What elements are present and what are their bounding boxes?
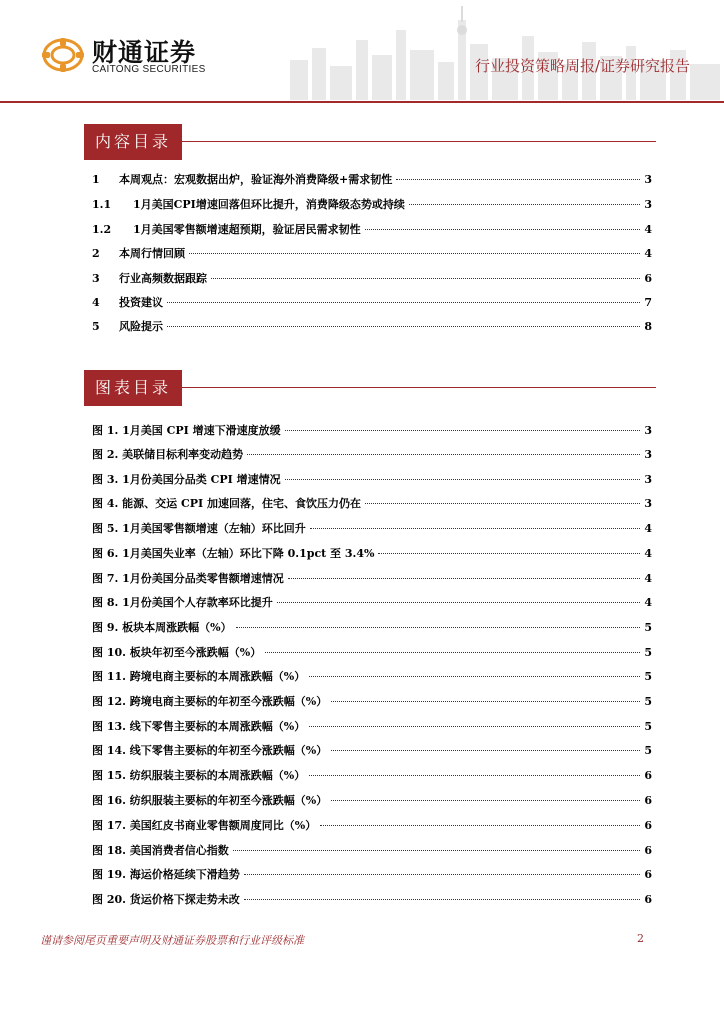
figure-entry[interactable] (92, 620, 652, 636)
figure-entry[interactable] (92, 719, 652, 735)
toc-entry-page: 4 (644, 247, 652, 260)
figure-entry[interactable] (92, 423, 652, 439)
figure-entry[interactable] (92, 595, 652, 611)
figure-entry-page: 5 (644, 744, 652, 757)
figure-entry-page: 6 (644, 893, 652, 906)
dot-leader (211, 277, 640, 279)
lof-section-header (84, 370, 656, 406)
figure-entry-page: 6 (644, 868, 652, 881)
dot-leader (331, 700, 640, 702)
dot-leader (396, 178, 640, 180)
toc-entry-text: 风险提示 (119, 320, 163, 333)
figure-entry[interactable] (92, 546, 652, 562)
figure-entry[interactable] (92, 743, 652, 759)
toc-entry-page: 6 (644, 272, 652, 285)
toc-entry-text: 投资建议 (119, 296, 163, 309)
city-skyline-graphic (280, 0, 724, 100)
dot-leader (320, 824, 640, 826)
toc-entry-number: 1 (92, 173, 100, 186)
toc-entry[interactable] (92, 172, 652, 188)
toc-entry[interactable] (92, 295, 652, 311)
figure-entry[interactable] (92, 669, 652, 685)
figure-entry-page: 4 (644, 572, 652, 585)
figure-entry-page: 4 (644, 596, 652, 609)
figure-entry-page: 6 (644, 819, 652, 832)
figure-entry[interactable] (92, 521, 652, 537)
figure-entry-text: 图 19. 海运价格延续下滑趋势 (92, 868, 240, 881)
figure-entry-page: 4 (644, 547, 652, 560)
toc-entry-text: 本周行情回顾 (119, 247, 185, 260)
dot-leader (189, 252, 640, 254)
toc-entry-number: 3 (92, 272, 100, 285)
figure-entry-page: 3 (644, 448, 652, 461)
figure-entry-page: 6 (644, 769, 652, 782)
figure-entry[interactable] (92, 447, 652, 463)
toc-entry-page: 8 (644, 320, 652, 333)
toc-entry-page: 4 (644, 223, 652, 236)
dot-leader (288, 577, 641, 579)
toc-entry-number: 4 (92, 296, 100, 309)
figure-entry-page: 5 (644, 720, 652, 733)
figure-entry[interactable] (92, 571, 652, 587)
dot-leader (309, 675, 640, 677)
brand-name-cn: 财通证券 (92, 38, 197, 67)
figure-entry-page: 3 (644, 473, 652, 486)
page-header (0, 0, 724, 104)
figure-entry[interactable] (92, 496, 652, 512)
figure-entry-text: 图 18. 美国消费者信心指数 (92, 844, 229, 857)
dot-leader (244, 898, 641, 900)
caitong-logo-icon (40, 36, 86, 74)
toc-entry-text: 行业高频数据跟踪 (119, 272, 207, 285)
figure-entry-page: 3 (644, 424, 652, 437)
figure-entry-page: 5 (644, 621, 652, 634)
dot-leader (265, 651, 640, 653)
dot-leader (277, 601, 641, 603)
figure-entry-text: 图 4. 能源、交运 CPI 加速回落，住宅、食饮压力仍在 (92, 497, 361, 510)
figure-entry-text: 图 6. 1月美国失业率（左轴）环比下降 0.1pct 至 3.4% (92, 547, 375, 560)
toc-entry[interactable] (92, 271, 652, 287)
toc-entry-number: 5 (92, 320, 100, 333)
header-divider (0, 101, 724, 103)
dot-leader (247, 453, 640, 455)
figure-entry-text: 图 12. 跨境电商主要标的年初至今涨跌幅（%） (92, 695, 328, 708)
toc-entry-text: 1月美国CPI增速回落但环比提升，消费降级态势或持续 (133, 198, 405, 211)
dot-leader (365, 502, 640, 504)
dot-leader (233, 849, 641, 851)
dot-leader (309, 774, 640, 776)
dot-leader (365, 228, 641, 230)
page-number: 2 (637, 932, 644, 945)
figure-entry-text: 图 7. 1月份美国分品类零售额增速情况 (92, 572, 284, 585)
toc-entry[interactable] (92, 222, 652, 238)
figure-entry-text: 图 10. 板块年初至今涨跌幅（%） (92, 646, 262, 659)
dot-leader (378, 552, 640, 554)
toc-entry[interactable] (92, 319, 652, 335)
figure-entry[interactable] (92, 768, 652, 784)
figure-entry[interactable] (92, 867, 652, 883)
lof-title-rule (182, 387, 656, 388)
toc-entry-page: 3 (644, 173, 652, 186)
figure-entry-text: 图 5. 1月美国零售额增速（左轴）环比回升 (92, 522, 306, 535)
figure-entry[interactable] (92, 645, 652, 661)
toc-section-header (84, 124, 656, 160)
toc-entry-text: 本周观点：宏观数据出炉，验证海外消费降级+需求韧性 (119, 173, 393, 186)
figure-entry-text: 图 9. 板块本周涨跌幅（%） (92, 621, 232, 634)
dot-leader (285, 429, 641, 431)
figure-entry-text: 图 3. 1月份美国分品类 CPI 增速情况 (92, 473, 281, 486)
figure-entry-text: 图 1. 1月美国 CPI 增速下滑速度放缓 (92, 424, 281, 437)
report-type: 行业投资策略周报/证券研究报告 (474, 57, 690, 75)
toc-entry[interactable] (92, 197, 652, 213)
figure-entry-page: 6 (644, 794, 652, 807)
figure-entry-page: 5 (644, 695, 652, 708)
figure-entry-text: 图 17. 美国红皮书商业零售额周度同比（%） (92, 819, 317, 832)
dot-leader (236, 626, 641, 628)
brand-name-en: CAITONG SECURITIES (92, 64, 206, 75)
dot-leader (331, 749, 640, 751)
dot-leader (167, 301, 640, 303)
toc-entry-number: 2 (92, 247, 100, 260)
figure-entry[interactable] (92, 472, 652, 488)
dot-leader (310, 527, 641, 529)
toc-title: 内容目录 (84, 124, 182, 160)
lof-title: 图表目录 (84, 370, 182, 406)
figure-entry[interactable] (92, 694, 652, 710)
toc-entry-page: 3 (644, 198, 652, 211)
figure-entry-page: 5 (644, 670, 652, 683)
figure-entry-text: 图 11. 跨境电商主要标的本周涨跌幅（%） (92, 670, 306, 683)
dot-leader (167, 325, 640, 327)
toc-entry-number: 1.1 (92, 198, 112, 211)
figure-entry[interactable] (92, 793, 652, 809)
figure-entry-text: 图 20. 货运价格下探走势未改 (92, 893, 240, 906)
figure-entry-text: 图 13. 线下零售主要标的本周涨跌幅（%） (92, 720, 306, 733)
toc-entry-number: 1.2 (92, 223, 112, 236)
figure-entry-text: 图 15. 纺织服装主要标的本周涨跌幅（%） (92, 769, 306, 782)
figure-entry-page: 3 (644, 497, 652, 510)
footer-disclaimer: 谨请参阅尾页重要声明及财通证券股票和行业评级标准 (40, 934, 304, 947)
figure-entry-page: 5 (644, 646, 652, 659)
figure-entry-text: 图 14. 线下零售主要标的年初至今涨跌幅（%） (92, 744, 328, 757)
figure-entry-text: 图 8. 1月份美国个人存款率环比提升 (92, 596, 273, 609)
toc-entry-text: 1月美国零售额增速超预期，验证居民需求韧性 (133, 223, 361, 236)
figure-entry-text: 图 16. 纺织服装主要标的年初至今涨跌幅（%） (92, 794, 328, 807)
figure-entry-page: 4 (644, 522, 652, 535)
figure-entry-text: 图 2. 美联储目标利率变动趋势 (92, 448, 244, 461)
dot-leader (285, 478, 641, 480)
figure-entry[interactable] (92, 818, 652, 834)
toc-entry-page: 7 (644, 296, 652, 309)
dot-leader (244, 873, 641, 875)
figure-entry[interactable] (92, 843, 652, 859)
dot-leader (331, 799, 640, 801)
figure-entry-page: 6 (644, 844, 652, 857)
figure-entry[interactable] (92, 892, 652, 908)
toc-entry[interactable] (92, 246, 652, 262)
dot-leader (309, 725, 640, 727)
dot-leader (409, 203, 641, 205)
toc-title-rule (182, 141, 656, 142)
